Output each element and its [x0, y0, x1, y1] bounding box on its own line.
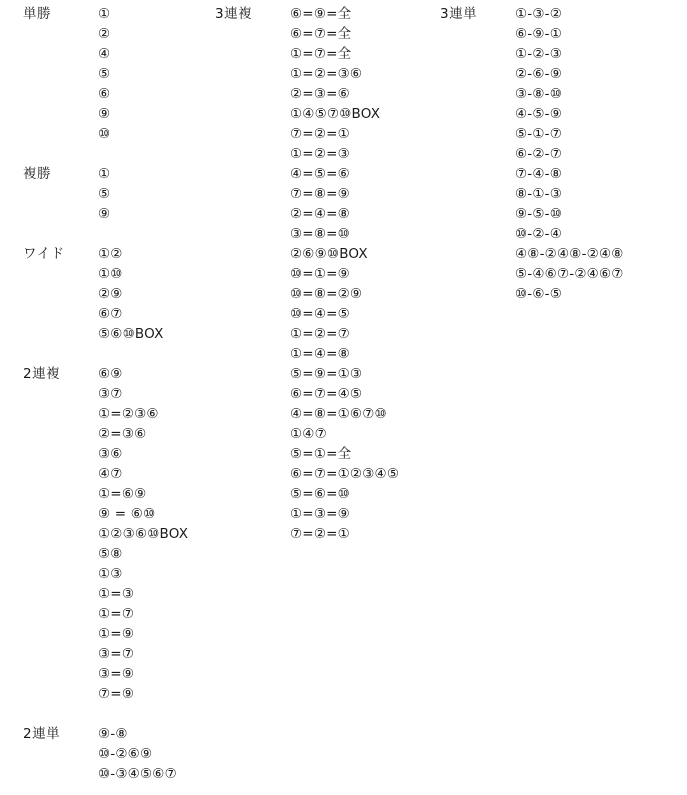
wide-list: [98, 244, 164, 344]
sanrenpuku-list: [290, 4, 399, 544]
bet-entry: ①④⑤⑦⑩BOX: [290, 106, 381, 122]
bet-entry: ⑤=⑥=⑩: [290, 486, 350, 502]
bet-entry: ③=⑦: [98, 646, 135, 662]
bet-entry: ⑤: [98, 186, 111, 202]
bet-entry: ①=⑦: [98, 606, 135, 622]
bet-entry: ⑤-④⑥⑦-②④⑥⑦: [515, 266, 624, 282]
sanrentan-list: [515, 4, 624, 304]
bet-entry: ⑤=①=全: [290, 446, 352, 462]
bet-entry: ①-③-②: [515, 6, 563, 22]
bet-entry: ⑤⑧: [98, 546, 123, 562]
bet-entry: ③=⑨: [98, 666, 135, 682]
bet-entry: ①②③⑥⑩BOX: [98, 526, 189, 542]
bet-entry: ①: [98, 166, 111, 182]
bet-entry: ⑩-②⑥⑨: [98, 746, 153, 762]
bet-entry: ②=③⑥: [98, 426, 147, 442]
nirentan-list: [98, 724, 177, 784]
bet-entry: ④⑧-②④⑧-②④⑧: [515, 246, 624, 262]
bet-entry: ⑤: [98, 66, 111, 82]
bet-entry: ⑨: [98, 206, 111, 222]
bet-entry: ①: [98, 6, 111, 22]
bet-entry: ⑤⑥⑩BOX: [98, 326, 164, 342]
bet-entry: ⑥=⑨=全: [290, 6, 352, 22]
bet-entry: ⑦=⑧=⑨: [290, 186, 350, 202]
bet-entry: ⑨ = ⑥⑩: [98, 506, 156, 522]
bet-entry: ⑤-①-⑦: [515, 126, 563, 142]
bet-entry: ②-⑥-⑨: [515, 66, 563, 82]
bet-entry: ③⑦: [98, 386, 123, 402]
bet-entry: ⑥⑦: [98, 306, 123, 322]
bet-entry: ⑥⑨: [98, 366, 123, 382]
wide-label: ワイド: [23, 246, 65, 262]
bet-entry: ⑦=②=①: [290, 526, 350, 542]
bet-entry: ①=④=⑧: [290, 346, 350, 362]
bet-entry: ②=③=⑥: [290, 86, 350, 102]
bet-entry: ①=③: [98, 586, 135, 602]
bet-entry: ②: [98, 26, 111, 42]
bet-entry: ①③: [98, 566, 123, 582]
bet-entry: ③⑥: [98, 446, 123, 462]
bet-entry: ①=②=⑦: [290, 326, 350, 342]
bet-entry: ③-⑧-⑩: [515, 86, 563, 102]
bet-entry: ⑤=⑨=①③: [290, 366, 363, 382]
bet-entry: ④=⑧=①⑥⑦⑩: [290, 406, 387, 422]
bet-entry: ⑩: [98, 126, 111, 142]
bet-entry: ⑨-⑤-⑩: [515, 206, 563, 222]
bet-entry: ⑥=⑦=①②③④⑤: [290, 466, 400, 482]
nirenpuku-label: 2連複: [23, 366, 61, 382]
bet-entry: ②⑥⑨⑩BOX: [290, 246, 368, 262]
bet-entry: ⑥-②-⑦: [515, 146, 563, 162]
bet-entry: ①=③=⑨: [290, 506, 350, 522]
bet-entry: ⑥=⑦=④⑤: [290, 386, 363, 402]
fukusho-label: 複勝: [23, 166, 51, 182]
bet-entry: ①=②=③: [290, 146, 350, 162]
bet-entry: ①=⑥⑨: [98, 486, 147, 502]
bet-entry: ①⑩: [98, 266, 123, 282]
bet-entry: ①②: [98, 246, 123, 262]
bet-entry: ⑥: [98, 86, 111, 102]
tansho-list: [98, 4, 110, 144]
bet-entry: ⑩-②-④: [515, 226, 563, 242]
bet-entry: ④-⑤-⑨: [515, 106, 563, 122]
bet-entry: ⑨: [98, 106, 111, 122]
bet-entry: ②=④=⑧: [290, 206, 350, 222]
bet-entry: ⑩=①=⑨: [290, 266, 350, 282]
bet-entry: ①=②③⑥: [98, 406, 159, 422]
nirenpuku-list: [98, 364, 188, 704]
bet-entry: ④⑦: [98, 466, 123, 482]
bet-entry: ⑧-①-③: [515, 186, 563, 202]
bet-entry: ⑦=⑨: [98, 686, 135, 702]
bet-entry: ④=⑤=⑥: [290, 166, 350, 182]
sanrentan-label: 3連単: [440, 6, 478, 22]
bet-entry: ⑩-⑥-⑤: [515, 286, 563, 302]
bet-entry: ⑩=④=⑤: [290, 306, 350, 322]
bet-entry: ②⑨: [98, 286, 123, 302]
bet-entry: ⑨-⑧: [98, 726, 128, 742]
tansho-label: 単勝: [23, 6, 51, 22]
bet-entry: ①-②-③: [515, 46, 563, 62]
bet-entry: ①=⑨: [98, 626, 135, 642]
bet-entry: ⑥-⑨-①: [515, 26, 563, 42]
fukusho-list: [98, 164, 110, 224]
nirentan-label: 2連単: [23, 726, 61, 742]
bet-entry: ⑦-④-⑧: [515, 166, 563, 182]
bet-entry: ⑦=②=①: [290, 126, 350, 142]
sanrenpuku-label: 3連複: [215, 6, 253, 22]
bet-entry: ①=②=③⑥: [290, 66, 363, 82]
bet-entry: ⑩=⑧=②⑨: [290, 286, 363, 302]
bet-entry: ④: [98, 46, 111, 62]
bet-entry: ⑩-③④⑤⑥⑦: [98, 766, 177, 782]
bet-entry: ⑥=⑦=全: [290, 26, 352, 42]
bet-entry: ①=⑦=全: [290, 46, 352, 62]
bet-entry: ①④⑦: [290, 426, 327, 442]
bet-entry: ③=⑧=⑩: [290, 226, 350, 242]
